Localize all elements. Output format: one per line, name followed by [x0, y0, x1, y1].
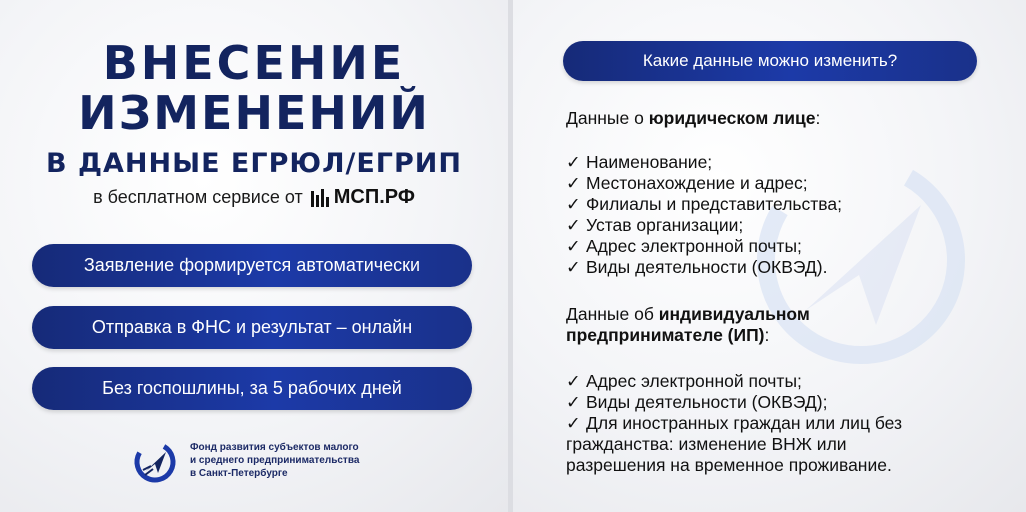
check-icon: ✓ — [566, 152, 581, 172]
list-item-text: Виды деятельности (ОКВЭД); — [586, 392, 828, 412]
feature-pill-no-fee: Без госпошлины, за 5 рабочих дней — [32, 367, 472, 410]
list-item-text: Адрес электронной почты; — [586, 371, 802, 391]
list-item — [566, 236, 842, 257]
msp-logo — [311, 186, 415, 209]
check-icon: ✓ — [566, 371, 581, 391]
check-icon: ✓ — [566, 215, 581, 235]
ip-heading-bold-2: предпринимателе (ИП) — [566, 325, 765, 345]
feature-pill-online: Отправка в ФНС и результат – онлайн — [32, 306, 472, 349]
list-item — [566, 392, 902, 413]
legal-list — [566, 152, 842, 278]
check-icon: ✓ — [566, 236, 581, 256]
check-icon: ✓ — [566, 257, 581, 277]
ip-heading-suffix: : — [764, 325, 770, 345]
left-panel — [0, 0, 508, 512]
check-icon: ✓ — [566, 392, 581, 412]
list-item — [566, 194, 842, 215]
ip-heading-prefix: Данные об — [566, 304, 659, 324]
fund-name — [190, 441, 390, 480]
check-icon: ✓ — [566, 413, 581, 433]
list-item — [566, 173, 842, 194]
ip-list — [566, 371, 902, 476]
fund-name-line: Фонд развития субъектов малого — [190, 442, 359, 453]
check-icon: ✓ — [566, 173, 581, 193]
msp-logo-icon — [311, 189, 329, 207]
check-icon: ✓ — [566, 194, 581, 214]
subtitle-text: в бесплатном сервисе от — [93, 187, 303, 207]
list-item-text: Устав организации; — [586, 215, 744, 235]
ip-heading — [566, 304, 810, 346]
list-item — [566, 371, 902, 392]
right-panel — [513, 0, 1026, 512]
legal-heading-bold: юридическом лице — [648, 108, 816, 128]
legal-heading-prefix: Данные о — [566, 108, 649, 128]
title-line-2: ИЗМЕНЕНИЙ — [78, 86, 430, 140]
list-item-text: Виды деятельности (ОКВЭД). — [586, 257, 828, 277]
fund-name-line: и среднего предпринимательства — [190, 455, 360, 466]
feature-pill-auto: Заявление формируется автоматически — [32, 244, 472, 287]
legal-heading — [566, 108, 820, 129]
fund-name-line: в Санкт-Петербурге — [190, 468, 288, 479]
ip-heading-bold-1: индивидуальном — [658, 304, 810, 324]
list-item-text: Филиалы и представительства; — [586, 194, 842, 214]
fund-logo-icon — [133, 440, 177, 484]
list-item — [566, 152, 842, 173]
subtitle-row — [0, 186, 508, 209]
list-item — [566, 215, 842, 236]
title-line-1: ВНЕСЕНИЕ — [102, 36, 406, 90]
list-item-text: Местонахождение и адрес; — [586, 173, 808, 193]
list-item-continuation: гражданства: изменение ВНЖ или — [566, 434, 847, 454]
list-item-text: Для иностранных граждан или лиц без — [586, 413, 903, 433]
legal-heading-suffix: : — [815, 108, 821, 128]
list-item-text: Адрес электронной почты; — [586, 236, 802, 256]
list-item-text: Наименование; — [586, 152, 713, 172]
list-item — [566, 257, 842, 278]
list-item-continuation: разрешения на временное проживание. — [566, 455, 892, 475]
question-pill: Какие данные можно изменить? — [563, 41, 977, 81]
msp-brand-text: МСП.РФ — [333, 186, 415, 208]
title-line-3: В ДАННЫЕ ЕГРЮЛ/ЕГРИП — [46, 148, 462, 179]
list-item — [566, 413, 902, 434]
